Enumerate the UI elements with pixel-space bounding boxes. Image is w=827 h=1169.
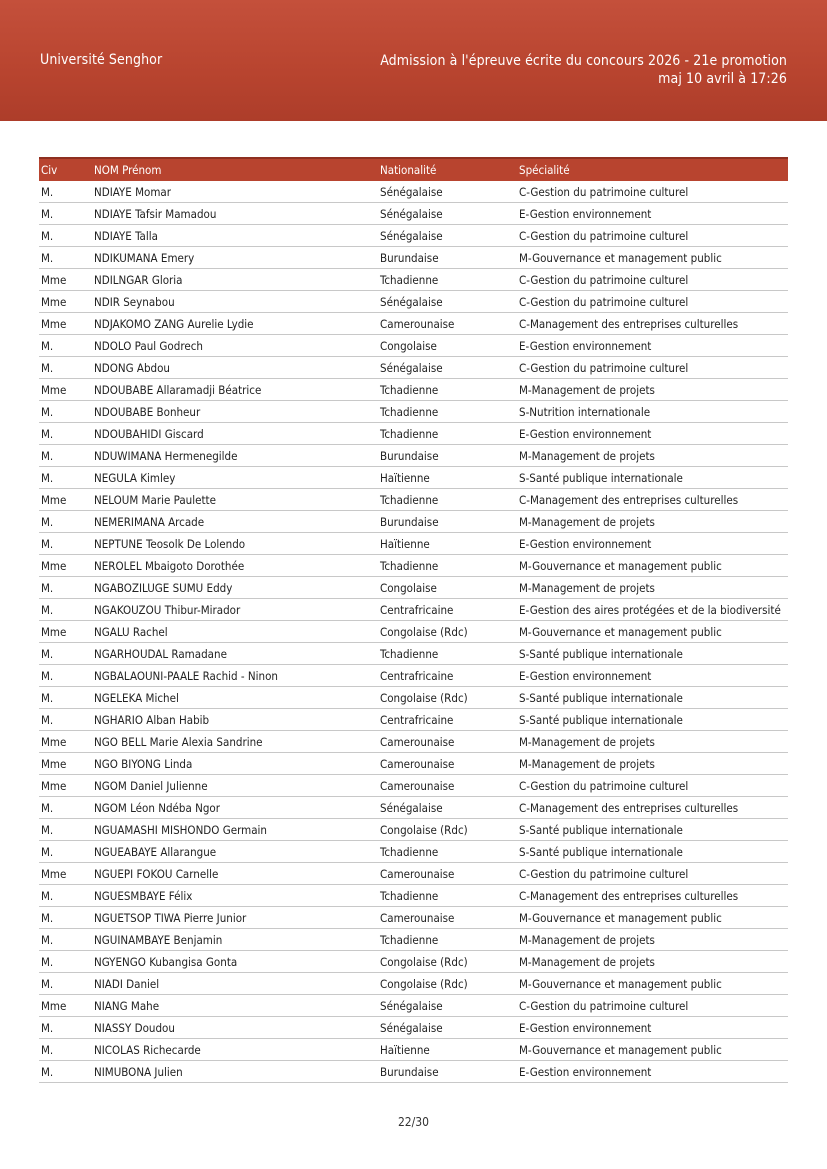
cell-specialty: C-Gestion du patrimoine culturel (517, 225, 788, 247)
cell-nationality: Tchadienne (378, 269, 517, 291)
table-row (39, 775, 788, 797)
cell-nationality: Burundaise (378, 511, 517, 533)
cell-nationality: Burundaise (378, 247, 517, 269)
table-row (39, 313, 788, 335)
cell-civ: Mme (39, 995, 92, 1017)
cell-specialty: C-Gestion du patrimoine culturel (517, 775, 788, 797)
cell-name: NDOLO Paul Godrech (92, 335, 378, 357)
table-row (39, 643, 788, 665)
cell-name: NDILNGAR Gloria (92, 269, 378, 291)
cell-civ: M. (39, 951, 92, 973)
cell-civ: M. (39, 973, 92, 995)
cell-name: NELOUM Marie Paulette (92, 489, 378, 511)
table-row (39, 467, 788, 489)
cell-civ: M. (39, 1061, 92, 1083)
cell-name: NIADI Daniel (92, 973, 378, 995)
cell-specialty: C-Management des entreprises culturelles (517, 489, 788, 511)
table-row (39, 885, 788, 907)
cell-name: NGO BIYONG Linda (92, 753, 378, 775)
cell-nationality: Sénégalaise (378, 1017, 517, 1039)
table-row (39, 489, 788, 511)
cell-civ: M. (39, 665, 92, 687)
cell-nationality: Camerounaise (378, 863, 517, 885)
cell-nationality: Tchadienne (378, 841, 517, 863)
cell-specialty: M-Gouvernance et management public (517, 247, 788, 269)
cell-nationality: Congolaise (Rdc) (378, 951, 517, 973)
cell-name: NGARHOUDAL Ramadane (92, 643, 378, 665)
cell-civ: M. (39, 423, 92, 445)
cell-civ: M. (39, 797, 92, 819)
table-row (39, 599, 788, 621)
cell-civ: Mme (39, 863, 92, 885)
cell-civ: M. (39, 181, 92, 203)
table-row (39, 269, 788, 291)
cell-name: NGUEPI FOKOU Carnelle (92, 863, 378, 885)
cell-name: NDUWIMANA Hermenegilde (92, 445, 378, 467)
cell-nationality: Centrafricaine (378, 599, 517, 621)
cell-civ: M. (39, 819, 92, 841)
cell-nationality: Haïtienne (378, 533, 517, 555)
cell-nationality: Tchadienne (378, 401, 517, 423)
cell-nationality: Tchadienne (378, 885, 517, 907)
cell-specialty: C-Gestion du patrimoine culturel (517, 269, 788, 291)
cell-civ: M. (39, 1039, 92, 1061)
cell-name: NDIAYE Momar (92, 181, 378, 203)
cell-specialty: M-Gouvernance et management public (517, 907, 788, 929)
cell-name: NIASSY Doudou (92, 1017, 378, 1039)
cell-civ: M. (39, 247, 92, 269)
table-row (39, 203, 788, 225)
cell-nationality: Camerounaise (378, 313, 517, 335)
column-header-nationality: Nationalité (380, 163, 437, 177)
cell-civ: M. (39, 203, 92, 225)
cell-specialty: E-Gestion environnement (517, 335, 788, 357)
cell-specialty: E-Gestion environnement (517, 203, 788, 225)
table-row (39, 423, 788, 445)
table-row (39, 181, 788, 203)
cell-civ: M. (39, 533, 92, 555)
table-row (39, 291, 788, 313)
cell-nationality: Burundaise (378, 1061, 517, 1083)
cell-nationality: Congolaise (Rdc) (378, 621, 517, 643)
document-title-line: Admission à l'épreuve écrite du concours 2026 - 21e promotion (380, 53, 787, 69)
cell-civ: M. (39, 599, 92, 621)
cell-civ: Mme (39, 379, 92, 401)
table-row (39, 665, 788, 687)
cell-civ: M. (39, 511, 92, 533)
cell-specialty: C-Gestion du patrimoine culturel (517, 357, 788, 379)
cell-specialty: E-Gestion environnement (517, 423, 788, 445)
cell-name: NDOUBAHIDI Giscard (92, 423, 378, 445)
cell-name: NEROLEL Mbaigoto Dorothée (92, 555, 378, 577)
table-row (39, 797, 788, 819)
update-timestamp: maj 10 avril à 17:26 (658, 71, 787, 87)
cell-civ: Mme (39, 269, 92, 291)
cell-name: NDIKUMANA Emery (92, 247, 378, 269)
cell-specialty: C-Gestion du patrimoine culturel (517, 995, 788, 1017)
cell-civ: M. (39, 929, 92, 951)
column-header-name: NOM Prénom (94, 163, 162, 177)
cell-specialty: E-Gestion environnement (517, 1017, 788, 1039)
table-row (39, 335, 788, 357)
cell-name: NGOM Daniel Julienne (92, 775, 378, 797)
cell-civ: M. (39, 445, 92, 467)
cell-name: NIMUBONA Julien (92, 1061, 378, 1083)
cell-name: NGUESMBAYE Félix (92, 885, 378, 907)
cell-specialty: C-Management des entreprises culturelles (517, 313, 788, 335)
table-row (39, 863, 788, 885)
table-row (39, 577, 788, 599)
table-row (39, 445, 788, 467)
cell-specialty: M-Management de projets (517, 445, 788, 467)
cell-specialty: M-Gouvernance et management public (517, 973, 788, 995)
cell-specialty: M-Management de projets (517, 577, 788, 599)
cell-name: NGHARIO Alban Habib (92, 709, 378, 731)
cell-civ: M. (39, 907, 92, 929)
table-row (39, 401, 788, 423)
table-row (39, 753, 788, 775)
cell-nationality: Camerounaise (378, 753, 517, 775)
cell-specialty: E-Gestion environnement (517, 533, 788, 555)
cell-nationality: Haïtienne (378, 467, 517, 489)
cell-name: NDONG Abdou (92, 357, 378, 379)
cell-civ: M. (39, 335, 92, 357)
cell-nationality: Tchadienne (378, 423, 517, 445)
table-row (39, 951, 788, 973)
cell-name: NGBALAOUNI-PAALE Rachid - Ninon (92, 665, 378, 687)
cell-specialty: C-Management des entreprises culturelles (517, 797, 788, 819)
cell-nationality: Sénégalaise (378, 181, 517, 203)
table-row (39, 995, 788, 1017)
cell-specialty: M-Management de projets (517, 379, 788, 401)
column-header-specialty: Spécialité (519, 163, 570, 177)
cell-nationality: Sénégalaise (378, 203, 517, 225)
cell-specialty: M-Management de projets (517, 929, 788, 951)
cell-nationality: Tchadienne (378, 489, 517, 511)
cell-name: NGAKOUZOU Thibur-Mirador (92, 599, 378, 621)
cell-name: NGUAMASHI MISHONDO Germain (92, 819, 378, 841)
cell-civ: Mme (39, 775, 92, 797)
cell-specialty: E-Gestion des aires protégées et de la biodiversité (517, 599, 788, 621)
cell-specialty: M-Gouvernance et management public (517, 1039, 788, 1061)
cell-nationality: Centrafricaine (378, 709, 517, 731)
cell-specialty: S-Santé publique internationale (517, 709, 788, 731)
cell-civ: Mme (39, 621, 92, 643)
cell-name: NGO BELL Marie Alexia Sandrine (92, 731, 378, 753)
cell-civ: M. (39, 401, 92, 423)
cell-nationality: Tchadienne (378, 643, 517, 665)
cell-specialty: C-Management des entreprises culturelles (517, 885, 788, 907)
cell-name: NDIAYE Tafsir Mamadou (92, 203, 378, 225)
cell-specialty: C-Gestion du patrimoine culturel (517, 291, 788, 313)
cell-civ: M. (39, 643, 92, 665)
cell-nationality: Tchadienne (378, 929, 517, 951)
cell-name: NDIAYE Talla (92, 225, 378, 247)
header-banner (0, 0, 827, 121)
cell-name: NEPTUNE Teosolk De Lolendo (92, 533, 378, 555)
cell-nationality: Sénégalaise (378, 291, 517, 313)
cell-nationality: Sénégalaise (378, 995, 517, 1017)
table-header-row (39, 158, 788, 181)
table-row (39, 1061, 788, 1083)
admission-table (39, 157, 788, 1083)
cell-nationality: Haïtienne (378, 1039, 517, 1061)
table-row (39, 621, 788, 643)
page-number: 22/30 (397, 1115, 430, 1129)
cell-specialty: S-Santé publique internationale (517, 643, 788, 665)
table-row (39, 841, 788, 863)
cell-civ: M. (39, 225, 92, 247)
table-row (39, 907, 788, 929)
cell-nationality: Sénégalaise (378, 225, 517, 247)
cell-specialty: S-Santé publique internationale (517, 687, 788, 709)
cell-nationality: Congolaise (378, 335, 517, 357)
table-row (39, 687, 788, 709)
column-header-civ: Civ (41, 163, 58, 177)
cell-civ: Mme (39, 555, 92, 577)
table-row (39, 379, 788, 401)
table-row (39, 1017, 788, 1039)
cell-nationality: Centrafricaine (378, 665, 517, 687)
cell-specialty: M-Management de projets (517, 511, 788, 533)
table-row (39, 929, 788, 951)
cell-name: NGUETSOP TIWA Pierre Junior (92, 907, 378, 929)
document-title (380, 52, 787, 88)
table-body (39, 181, 788, 1083)
cell-name: NGALU Rachel (92, 621, 378, 643)
cell-nationality: Tchadienne (378, 555, 517, 577)
cell-civ: M. (39, 885, 92, 907)
cell-name: NDOUBABE Bonheur (92, 401, 378, 423)
cell-nationality: Congolaise (378, 577, 517, 599)
cell-civ: M. (39, 357, 92, 379)
table-row (39, 555, 788, 577)
cell-civ: M. (39, 577, 92, 599)
table-row (39, 225, 788, 247)
cell-civ: M. (39, 467, 92, 489)
table-row (39, 973, 788, 995)
cell-nationality: Camerounaise (378, 731, 517, 753)
cell-specialty: M-Management de projets (517, 951, 788, 973)
cell-specialty: C-Gestion du patrimoine culturel (517, 181, 788, 203)
table-row (39, 731, 788, 753)
table-row (39, 709, 788, 731)
table-row (39, 819, 788, 841)
organization-name: Université Senghor (40, 52, 163, 68)
cell-name: NGYENGO Kubangisa Gonta (92, 951, 378, 973)
table-row (39, 357, 788, 379)
cell-civ: M. (39, 709, 92, 731)
cell-nationality: Congolaise (Rdc) (378, 687, 517, 709)
cell-name: NICOLAS Richecarde (92, 1039, 378, 1061)
cell-civ: Mme (39, 731, 92, 753)
cell-civ: Mme (39, 489, 92, 511)
cell-name: NDJAKOMO ZANG Aurelie Lydie (92, 313, 378, 335)
table-row (39, 533, 788, 555)
cell-civ: M. (39, 687, 92, 709)
cell-nationality: Sénégalaise (378, 797, 517, 819)
cell-nationality: Camerounaise (378, 775, 517, 797)
table-row (39, 247, 788, 269)
cell-specialty: S-Santé publique internationale (517, 819, 788, 841)
cell-nationality: Tchadienne (378, 379, 517, 401)
cell-name: NDOUBABE Allaramadji Béatrice (92, 379, 378, 401)
cell-nationality: Sénégalaise (378, 357, 517, 379)
table-row (39, 511, 788, 533)
cell-specialty: E-Gestion environnement (517, 665, 788, 687)
cell-civ: M. (39, 841, 92, 863)
cell-nationality: Congolaise (Rdc) (378, 973, 517, 995)
table-header (39, 158, 788, 181)
cell-name: NIANG Mahe (92, 995, 378, 1017)
cell-civ: Mme (39, 753, 92, 775)
cell-name: NGOM Léon Ndéba Ngor (92, 797, 378, 819)
cell-specialty: S-Santé publique internationale (517, 841, 788, 863)
cell-specialty: S-Santé publique internationale (517, 467, 788, 489)
cell-name: NGABOZILUGE SUMU Eddy (92, 577, 378, 599)
cell-specialty: M-Gouvernance et management public (517, 621, 788, 643)
cell-name: NGELEKA Michel (92, 687, 378, 709)
cell-specialty: M-Management de projets (517, 753, 788, 775)
cell-specialty: S-Nutrition internationale (517, 401, 788, 423)
cell-name: NGUEABAYE Allarangue (92, 841, 378, 863)
cell-specialty: M-Management de projets (517, 731, 788, 753)
cell-civ: Mme (39, 313, 92, 335)
cell-name: NDIR Seynabou (92, 291, 378, 313)
cell-nationality: Congolaise (Rdc) (378, 819, 517, 841)
cell-name: NEMERIMANA Arcade (92, 511, 378, 533)
cell-name: NGUINAMBAYE Benjamin (92, 929, 378, 951)
cell-nationality: Camerounaise (378, 907, 517, 929)
cell-specialty: M-Gouvernance et management public (517, 555, 788, 577)
cell-specialty: C-Gestion du patrimoine culturel (517, 863, 788, 885)
cell-civ: M. (39, 1017, 92, 1039)
cell-name: NEGULA Kimley (92, 467, 378, 489)
cell-civ: Mme (39, 291, 92, 313)
table-row (39, 1039, 788, 1061)
cell-nationality: Burundaise (378, 445, 517, 467)
cell-specialty: E-Gestion environnement (517, 1061, 788, 1083)
